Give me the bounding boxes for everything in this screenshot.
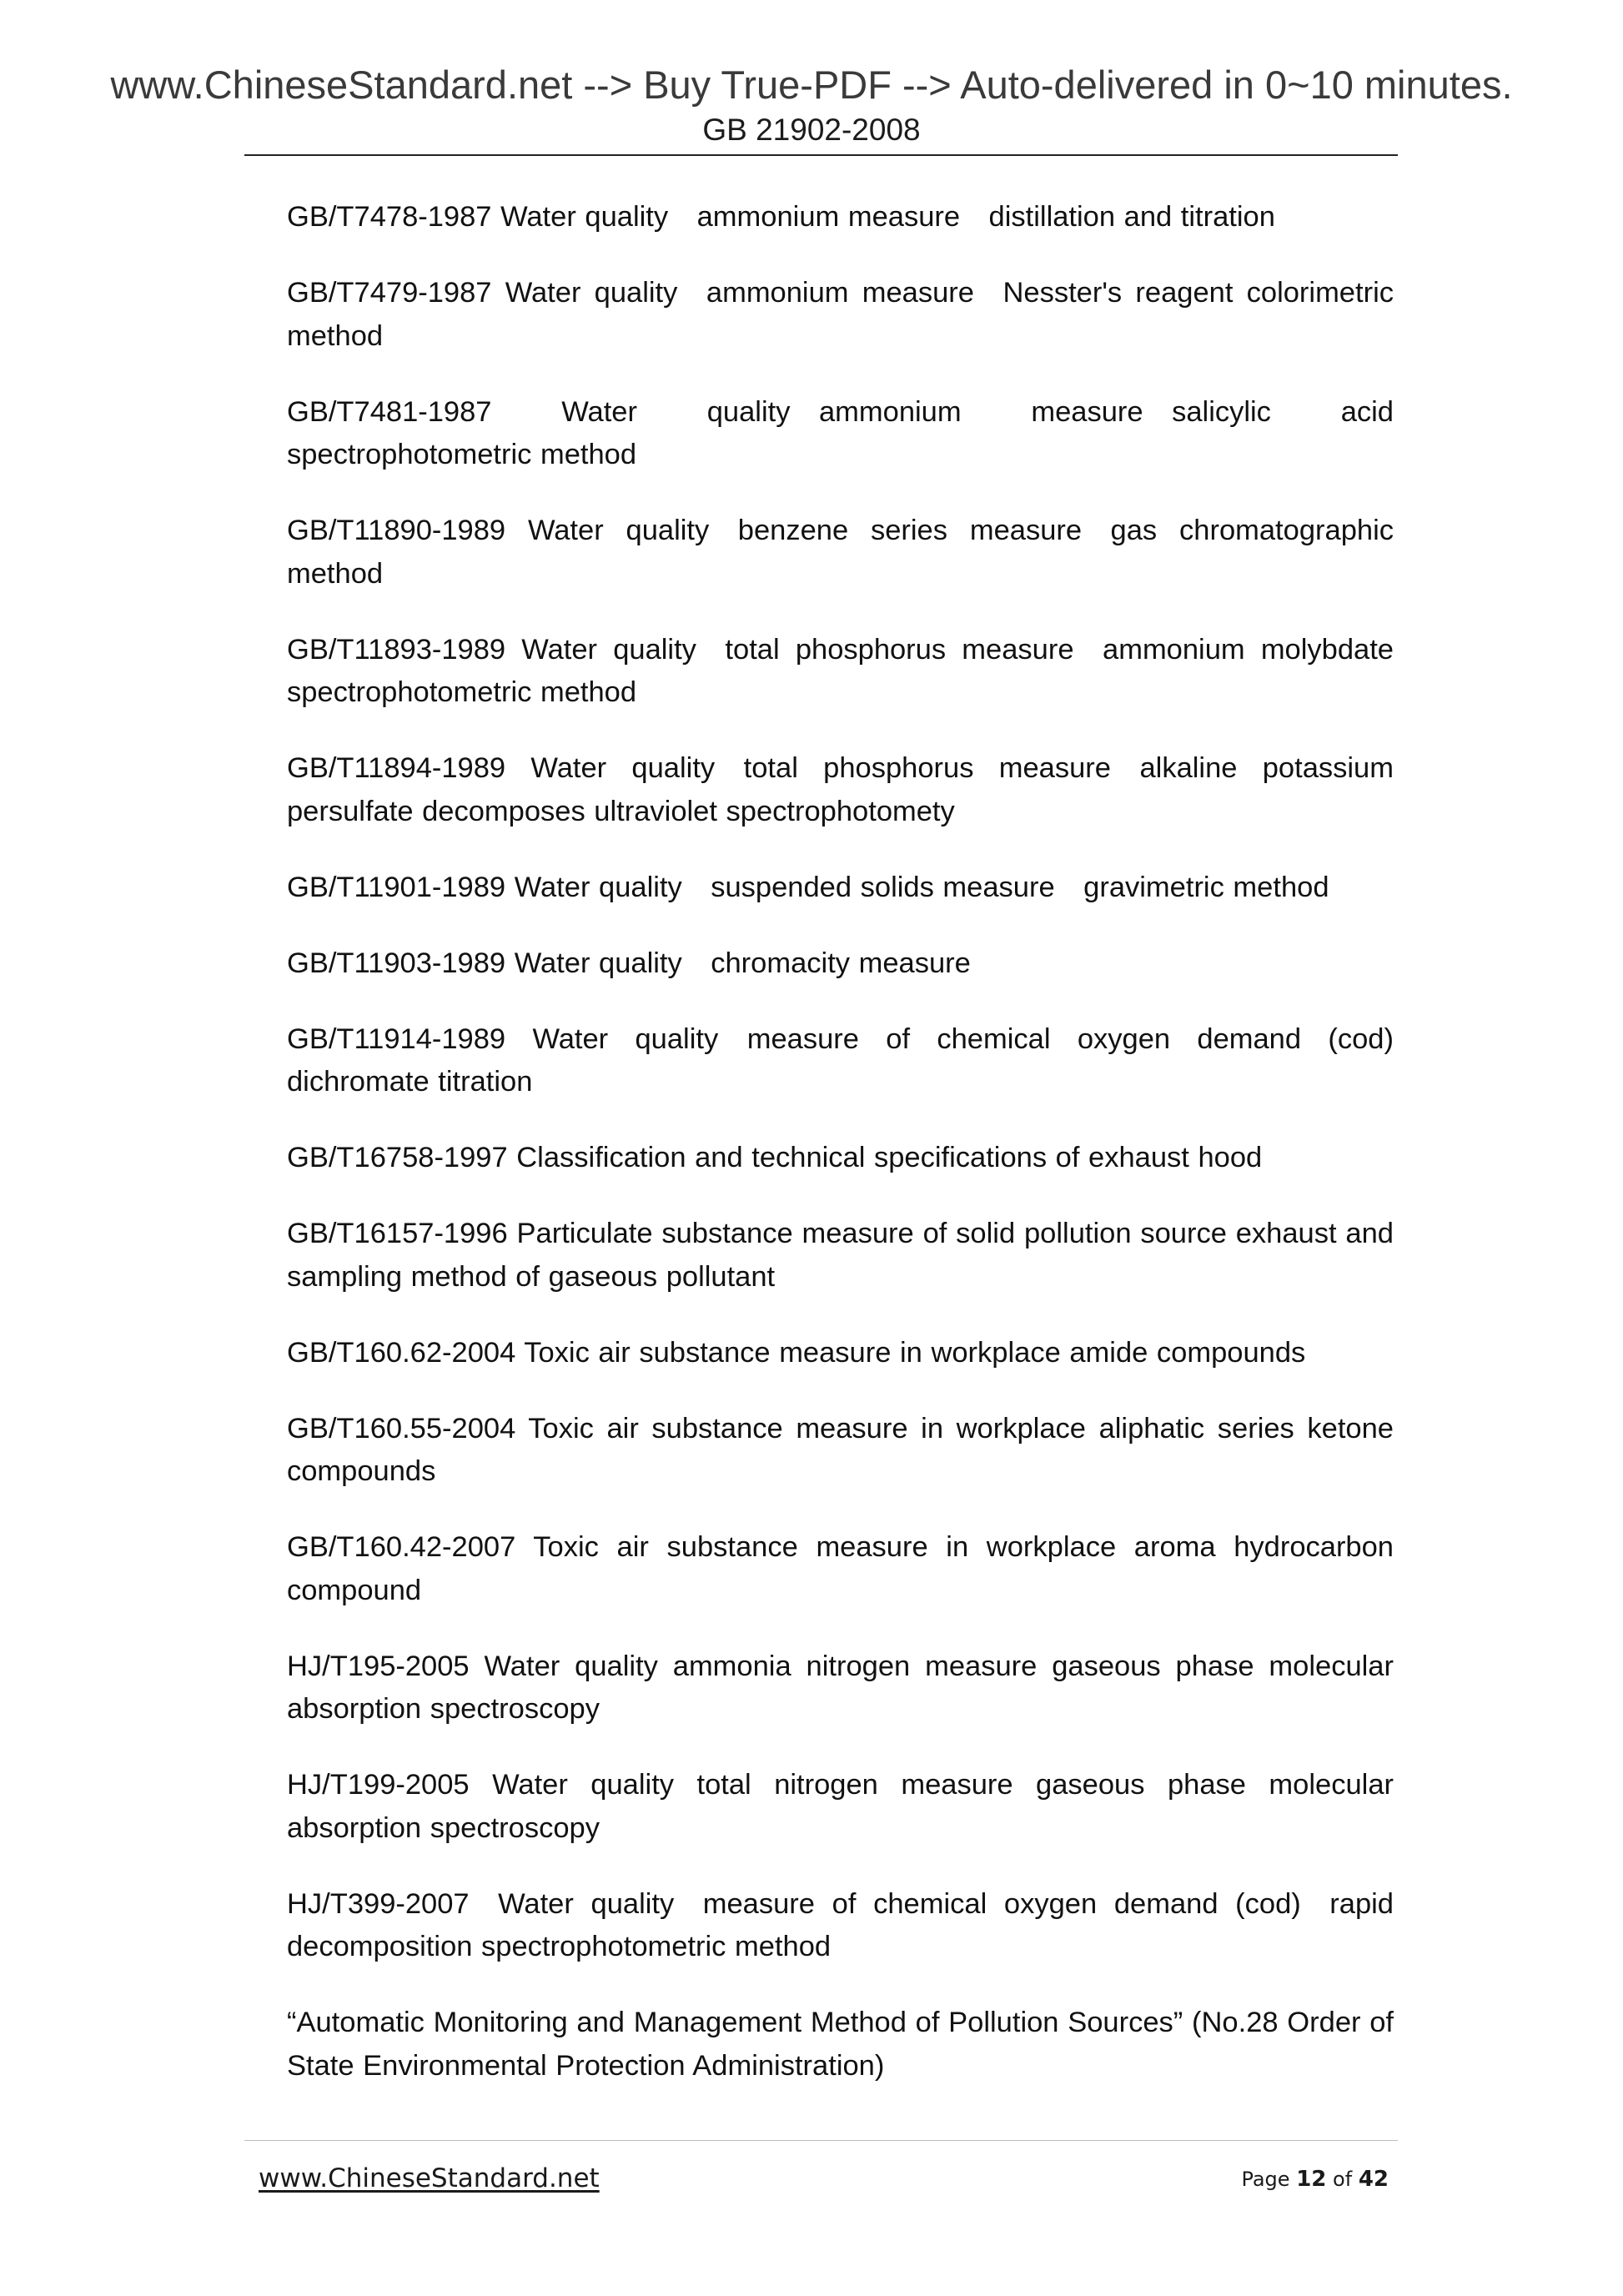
reference-item: GB/T11893-1989 Water quality total phosphorus measure ammonium molybdate spectrophotometric method [287,633,1394,708]
reference-item: HJ/T399-2007 Water quality measure of chemical oxygen demand (cod) rapid decomposition spectrophotometric method [287,1887,1394,1962]
footer-site-link[interactable]: www.ChineseStandard.net [259,2163,600,2193]
reference-item: GB/T16157-1996 Particulate substance measure of solid pollution source exhaust and sampling method of gaseous pollutant [287,1218,1394,1293]
reference-item: GB/T160.55-2004 Toxic air substance measure in workplace aliphatic series ketone compounds [287,1412,1394,1487]
page-total: 42 [1358,2167,1389,2192]
page-of-label: of [1333,2168,1353,2191]
page-label: Page [1241,2168,1290,2191]
reference-item: GB/T7478-1987 Water quality ammonium measure distillation and titration [287,201,1275,233]
page-header [0,62,1623,148]
document-number: GB 21902-2008 [702,113,921,147]
page-current: 12 [1296,2167,1327,2192]
normative-references-list [287,196,1394,2121]
reference-item: GB/T160.42-2007 Toxic air substance measure in workplace aroma hydrocarbon compound [287,1531,1394,1606]
footer-divider [244,2140,1398,2141]
reference-item: GB/T11914-1989 Water quality measure of chemical oxygen demand (cod) dichromate titration [287,1022,1394,1098]
reference-item: GB/T16758-1997 Classification and technical specifications of exhaust hood [287,1142,1263,1173]
reference-item: GB/T11890-1989 Water quality benzene series measure gas chromatographic method [287,515,1394,590]
header-divider [244,154,1398,156]
reference-item: GB/T160.62-2004 Toxic air substance measure in workplace amide compounds [287,1336,1306,1369]
header-banner: www.ChineseStandard.net --> Buy True-PDF --> Auto-delivered in 0~10 minutes. [110,63,1513,107]
page-number [1241,2165,1389,2193]
reference-item: GB/T11901-1989 Water quality suspended solids measure gravimetric method [287,871,1329,903]
reference-item: “Automatic Monitoring and Management Method of Pollution Sources” (No.28 Order of State Environmental Protection Administration) [287,2007,1394,2082]
reference-item: HJ/T199-2005 Water quality total nitrogen measure gaseous phase molecular absorption spectroscopy [287,1769,1394,1844]
reference-item: GB/T11903-1989 Water quality chromacity measure [287,947,971,979]
reference-item: HJ/T195-2005 Water quality ammonia nitrogen measure gaseous phase molecular absorption spectroscopy [287,1650,1394,1725]
reference-item: GB/T11894-1989 Water quality total phosphorus measure alkaline potassium persulfate decomposes ultraviolet spectrophotomety [287,752,1394,827]
reference-item: GB/T7481-1987 Water quality ammonium measure salicylic acid spectrophotometric method [287,395,1394,470]
reference-item: GB/T7479-1987 Water quality ammonium measure Nesster's reagent colorimetric method [287,277,1394,352]
